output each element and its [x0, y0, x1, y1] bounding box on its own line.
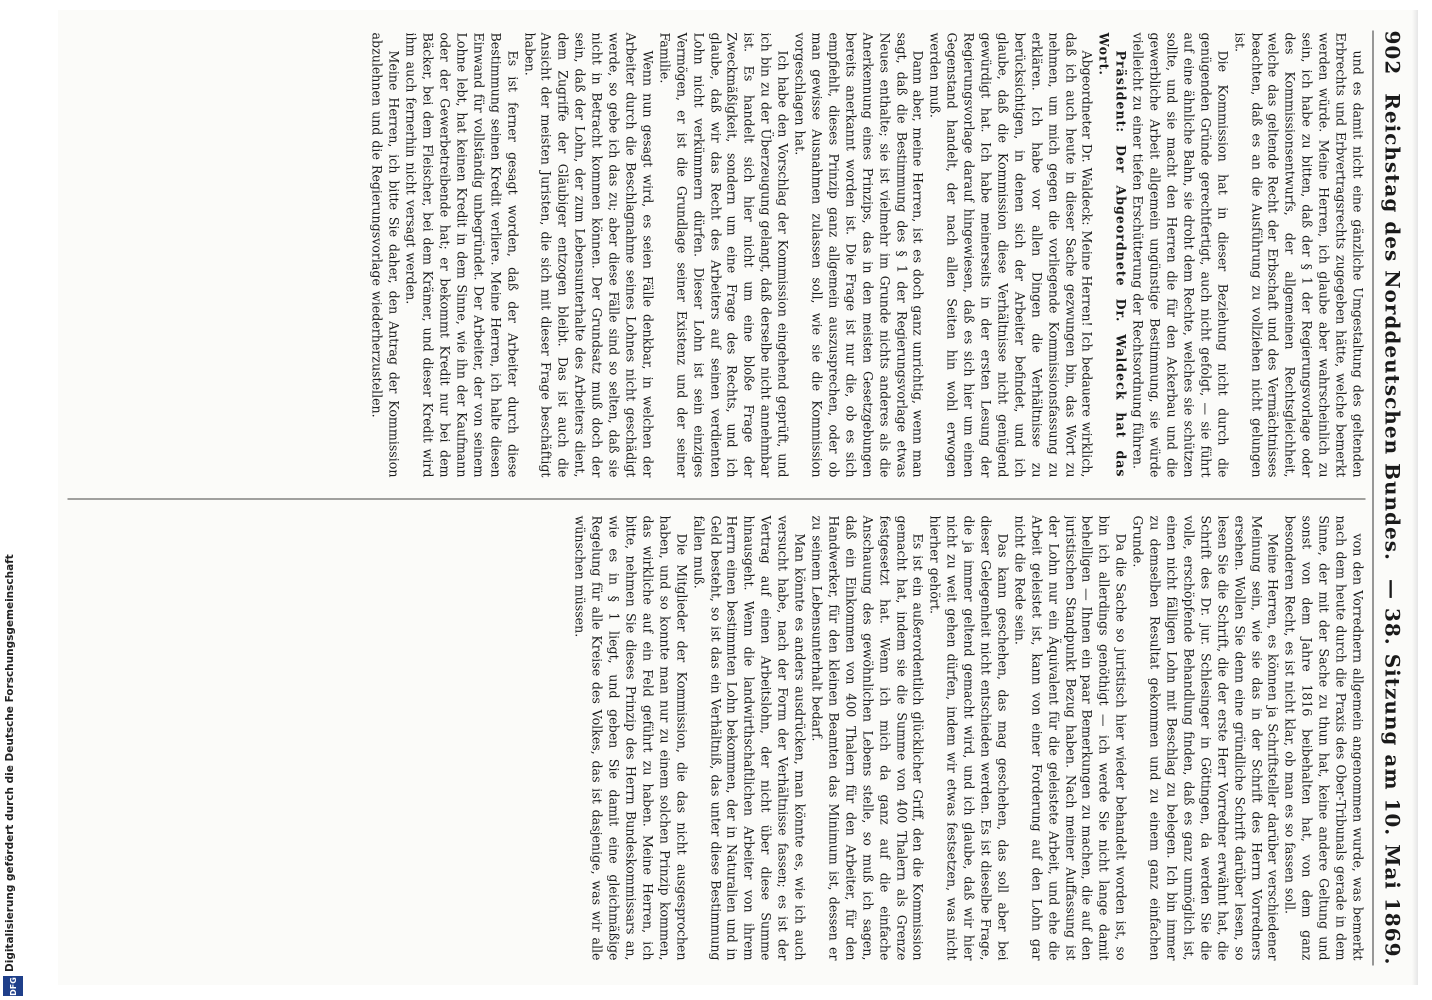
- paragraph: Man könnte es anders ausdrücken, man könnte es, wie ich auch versucht habe, nach der Form der Verhältnisse fassen; es ist der Vertrag auf einen Arbeitslohn, der nicht über diese Summe hinausgeht. Wenn die landwirthschaftlichen Arbeiter von ihrem Herrn einen bestimmten Lohn bekommen, der in Naturalien und in Geld besteht, so ist das ein Verhältniß, das unter diese Bestimmung fallen muß.: [691, 515, 808, 961]
- page-content-rotated: [58, 11, 1418, 986]
- dfg-logo-icon: DFG: [3, 976, 23, 996]
- paragraph: Abgeordneter Dr. Waldeck: Meine Herren! Ich bedauere wirklich, daß ich auch heute in dieser Sache gezwungen bin, das Wort zu nehmen, um mich gegen die vorliegende Kommissionsfassung zu erklären. Ich habe vor allen Dingen die Verhältnisse zu berücksichtigen, in denen sich der Arbeiter befindet, und ich glaube, daß die Kommission diese Verhältnisse nicht genügend gewürdigt hat. Ich habe meinerseits in der ersten Lesung der Regierungsvorlage darauf hingewiesen, daß es sich hier um einen Gegenstand handelt, der nach allen Seiten hin wohl erwogen werden muß.: [927, 32, 1095, 478]
- paragraph: Meine Herren, es können ja Schriftsteller darüber verschiedener Meinung sein, wie sie das in der Schrift des Herrn Vorredners ersehen. Wollen Sie denn eine gründliche Schrift darüber lesen, so lesen Sie die Schrift, die der erste Herr Vorredner erwähnt hat, die Schrift des Dr. jur. Schlesinger in Göttingen, da werden Sie die volle, erschöpfende Behandlung finden, daß es ganz unmöglich ist, einen nicht fälligen Lohn mit Beschlag zu belegen. Ich bin immer zu demselben Resultat gekommen und zu einem ganz einfachen Grunde.: [1130, 515, 1281, 961]
- paragraph: Wenn nun gesagt wird, es seien Fälle denkbar, in welchen der Arbeiter durch die Beschlagnahme seines Lohnes nicht geschädigt werde, so gebe ich das zu; aber diese Fälle sind so selten, daß sie nicht in Betracht kommen können. Der Grundsatz muß doch der sein, daß der Lohn, der zum Lebensunterhalte des Arbeiters dient, dem Zugriffe der Gläubiger entzogen bleibt. Das ist auch die Ansicht der meisten Juristen, die sich mit dieser Frage beschäftigt haben.: [522, 32, 656, 478]
- paragraph: Es ist ein außerordentlich glücklicher Griff, den die Kommission gemacht hat, indem sie die Summe von 400 Thalern als Grenze festgesetzt hat. Wenn ich mich da ganz auf die einfache Anschauung des gewöhnlichen Lebens stelle, so muß ich sagen, daß ein Einkommen von 400 Thalern für den Arbeiter, für den Handwerker, für den kleinen Beamten das Minimum ist, dessen er zu seinem Lebensunterhalt bedarf.: [809, 515, 926, 961]
- paragraph: Die Mitglieder der Kommission, die das nicht ausgesprochen haben, und so konnte man nur zu einem solchen Prinzip kommen, das wirkliche auf ein Feld geführt zu haben. Meine Herren, ich bitte, nehmen Sie dieses Prinzip des Herrn Bundeskommissars an, wie es in § 1 liegt, und geben Sie damit eine gleichmäßige Regelung für alle Kreise des Volkes, das ist dasjenige, was wir alle wünschen müssen.: [572, 515, 690, 961]
- paragraph: Dann aber, meine Herren, ist es doch ganz unrichtig, wenn man sagt, daß die Bestimmung des § 1 der Regierungsvorlage etwas Neues enthalte; sie ist vielmehr im Grunde nichts anderes als die Anerkennung eines Prinzips, das in den meisten Gesetzgebungen bereits anerkannt worden ist. Die Frage ist nur die, ob es sich empfiehlt, dieses Prinzip ganz allgemein auszusprechen, oder ob man gewisse Ausnahmen zulassen soll, wie sie die Kommission vorgeschlagen hat.: [792, 32, 926, 478]
- session-date: — 38. Sitzung am 10. Mai 1869.: [1380, 578, 1405, 966]
- paragraph: Es ist ferner gesagt worden, daß der Arbeiter durch diese Bestimmung seinen Kredit verliere. Meine Herren, ich halte diesen Einwand für vollständig unbegründet. Der Arbeiter, der von seinem Lohne lebt, hat keinen Kredit in dem Sinne, wie ihn der Kaufmann oder der Gewerbetreibende hat; er bekommt Kredit nur bei dem Bäcker, bei dem Fleischer, bei dem Krämer, und dieser Kredit wird ihm auch fernerhin nicht versagt werden.: [403, 32, 521, 478]
- right-text-column: [68, 516, 1366, 961]
- scan-edge-shadow: [1412, 10, 1418, 985]
- paragraph: Meine Herren, ich bitte Sie daher, den Antrag der Kommission abzulehnen und die Regierungsvorlage wiederherzustellen.: [369, 32, 402, 478]
- column-divider: [68, 499, 1366, 500]
- paragraph: von den Vorrednern allgemein angenommen wurde, was bemerkt nach dem heute durch die Praxis des Ober-Tribunals gerade in dem Sinne, der mit der Sache zu thun hat, keine andere Geltung und sonst von dem Jahre 1816 beibehalten hat, von dem ganz besonderen Recht, es ist nicht klar, ob man es so fassen soll.: [1282, 515, 1366, 961]
- scanned-page: [58, 10, 1418, 985]
- page-title: Reichstag des Norddeutschen Bundes.: [1380, 93, 1405, 561]
- paragraph: und es damit nicht eine gänzliche Umgestaltung des geltenden Erbrechts und Erbvertragsrechts zugegeben hätte, welche bemerkt werden würde. Meine Herren, ich glaube aber wahrscheinlich zu sein, ich habe zu bitten, daß der § 1 der Regierungsvorlage oder des Kommissionsentwurfs, der allgemeinen Rechtsgleichheit, welche das geltende Recht der Erbschaft und des Vermächtnisses beachten, daß es an die Ausführung zu vollziehen nicht gelungen ist.: [1232, 32, 1366, 478]
- paragraph: Ich habe den Vorschlag der Kommission eingehend geprüft, und ich bin zu der Überzeugung gelangt, daß derselbe nicht annehmbar ist. Es handelt sich hier nicht um eine bloße Frage der Zweckmäßigkeit, sondern um eine Frage des Rechts, und ich glaube, daß wir das Recht des Arbeiters auf seinen verdienten Lohn nicht verkümmern dürfen. Dieser Lohn ist sein einziges Vermögen, er ist die Grundlage seiner Existenz und der seiner Familie.: [657, 32, 791, 478]
- paragraph: Da die Sache so juristisch hier wieder behandelt worden ist, so bin ich allerdings genöthigt — ich werde Sie nicht lange damit behelligen — Ihnen ein paar Bemerkungen zu machen, die auf den juristischen Standpunkt Bezug haben. Nach meiner Auffassung ist der Lohn nur ein Äquivalent für die geleistete Arbeit, und ehe die Arbeit geleistet ist, kann von einer Forderung auf den Lohn gar nicht die Rede sein.: [1012, 515, 1129, 961]
- header-rule: [1373, 31, 1374, 966]
- speaker-paragraph: Präsident: Der Abgeordnete Dr. Waldeck hat das Wort.: [1096, 32, 1129, 478]
- left-text-column: [68, 33, 1366, 478]
- paragraph: Die Kommission hat in dieser Beziehung nicht durch die genügenden Gründe gerechtfertigt, auch nicht gefolgt, — sie führt auf eine ähnliche Bahn, sie droht dem Rechte, welches sie schützen sollte, und sie macht den Herren die für den Ackerbau und die gewerbliche Arbeit allgemein ungünstige Bestimmung, sie würde vielleicht zu einer tiefen Erschütterung der Rechtsordnung führen.: [1130, 32, 1231, 478]
- page-number: 902: [1380, 30, 1405, 76]
- page-header: [1378, 31, 1408, 966]
- credit-text: Digitalisierung gefördert durch die Deutsche Forschungsgemeinschaft: [4, 554, 16, 972]
- digitization-credit: [4, 554, 22, 972]
- paragraph: Das kann geschehen, das mag geschehen, das soll aber bei dieser Gelegenheit nicht entschieden werden. Es ist dieselbe Frage, die ja immer geltend gemacht wird, und ich glaube, daß wir hier nicht zu weit gehen dürfen, indem wir etwas festsetzen, was nicht hierher gehört.: [927, 515, 1011, 961]
